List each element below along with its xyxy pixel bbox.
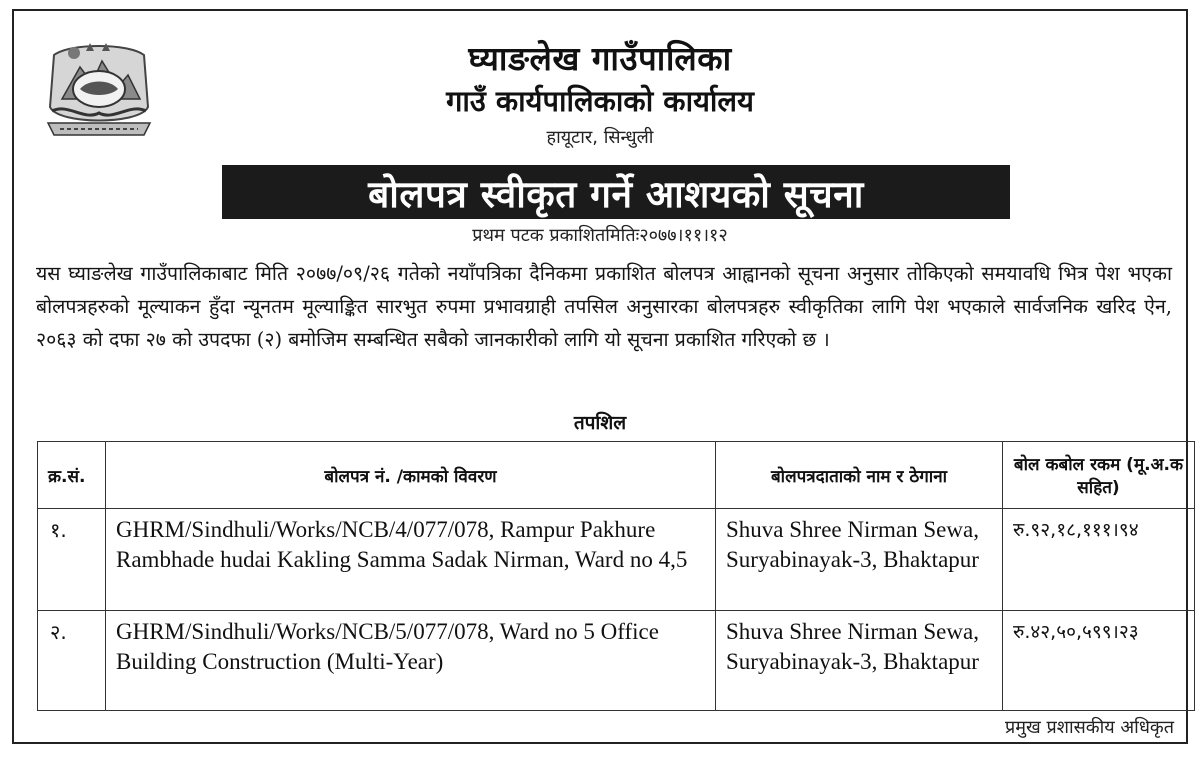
table-caption: तपशिल [573,412,627,434]
signatory-title: प्रमुख प्रशासकीय अधिकृत [1005,717,1174,738]
row-description: GHRM/Sindhuli/Works/NCB/5/077/078, Ward no 5 Office Building Construction (Multi-Year) [106,611,716,711]
office-address: हायूटार, सिन्धुली [546,127,654,148]
notice-title-banner [222,165,1010,219]
publication-date: प्रथम पटक प्रकाशितमितिः२०७७।११।१२ [472,225,728,246]
row-sn: १. [38,509,106,611]
header-description: बोलपत्र नं. /कामको विवरण [106,442,716,509]
notice-body-text: यस घ्याङलेख गाउँपालिकाबाट मिति २०७७/०९/२६ गतेको नयाँपत्रिका दैनिकमा प्रकाशित बोलपत्र आह्वानको सूचना अनुसार तोकिएको समयावधि भित्र पेश भएका बोलपत्रहरुको मूल्याकन हुँदा न्यूनतम मूल्याङ्कित सारभुत रुपमा प्रभावग्राही तपसिल अनुसारका बोलपत्रहरु स्वीकृतिका लागि पेश भएकाले सार्वजनिक खरिद ऐन, २०६३ को दफा २७ को उपदफा (२) बमोजिम सम्बन्धित सबैको जानकारीको लागि यो सूचना प्रकाशित गरिएको छ । [36,262,1172,351]
row-amount: रु.९२,१८,१११।९४ [1003,509,1195,611]
row-bidder: Shuva Shree Nirman Sewa, Suryabinayak-3, Bhaktapur [716,509,1003,611]
header-bidder: बोलपत्रदाताको नाम र ठेगाना [716,442,1003,509]
office-name: गाउँ कार्यपालिकाको कार्यालय [446,84,754,118]
table-row [38,509,1195,611]
row-description: GHRM/Sindhuli/Works/NCB/4/077/078, Rampur Pakhure Rambhade hudai Kakling Samma Sadak Nirman, Ward no 4,5 [106,509,716,611]
table-row [38,611,1195,711]
org-name: घ्याङलेख गाउँपालिका [468,39,732,78]
row-amount: रु.४२,५०,५९९।२३ [1003,611,1195,711]
notice-title: बोलपत्र स्वीकृत गर्ने आशयको सूचना [368,172,864,216]
row-bidder: Shuva Shree Nirman Sewa, Suryabinayak-3, Bhaktapur [716,611,1003,711]
row-sn: २. [38,611,106,711]
accepted-bids-table [37,441,1195,711]
table-header-row [38,442,1195,509]
header-sn: क्र.सं. [38,442,106,509]
notice-frame [12,9,1188,744]
header-amount: बोल कबोल रकम (मू.अ.क सहित) [1003,442,1195,509]
